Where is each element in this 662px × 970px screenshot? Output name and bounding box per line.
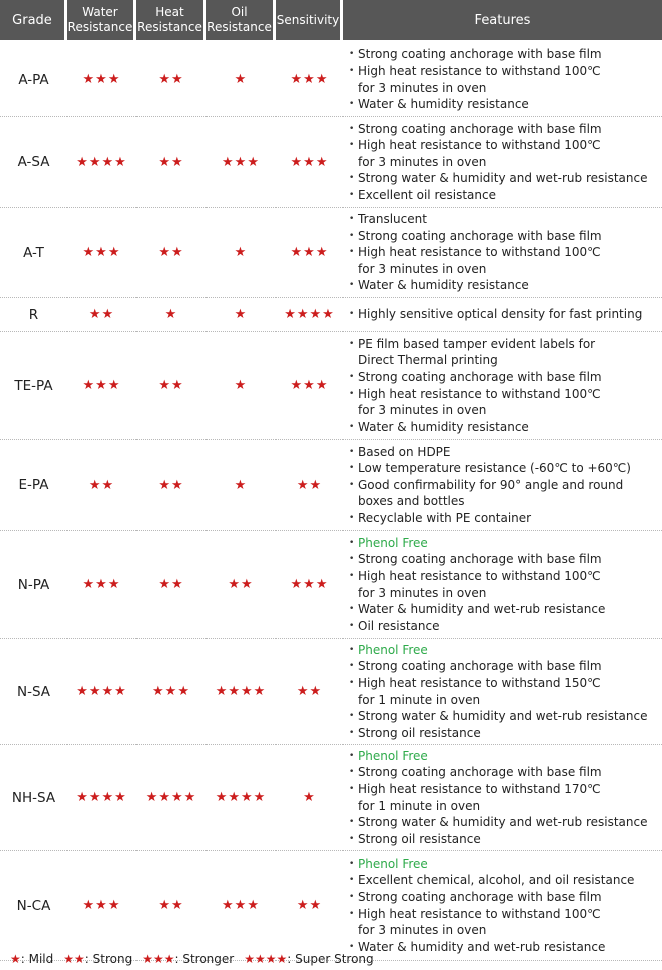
header-features: Features: [343, 0, 662, 43]
feature-item: for 3 minutes in oven: [358, 585, 487, 600]
heat-resistance-stars: ★★: [136, 440, 206, 531]
phenol-free-feature: • Phenol Free: [349, 535, 662, 552]
legend-stars: ★★★: [142, 952, 175, 966]
feature-list: [349, 535, 662, 635]
feature-list: [349, 336, 662, 436]
table-row: [0, 851, 662, 961]
oil-resistance-stars: ★★★★: [206, 745, 276, 851]
features-cell: [343, 745, 662, 851]
grade-cell: N-SA: [0, 639, 67, 745]
feature-list: [349, 121, 662, 204]
feature-item: • Translucent: [349, 211, 662, 228]
feature-item: for 3 minutes in oven: [358, 923, 487, 938]
table-row: [0, 43, 662, 117]
features-cell: [343, 332, 662, 440]
grade-cell: A-SA: [0, 117, 67, 208]
feature-item: • Good confirmability for 90° angle and round: [349, 477, 662, 494]
features-cell: [343, 208, 662, 298]
heat-resistance-stars: ★★: [136, 117, 206, 208]
feature-item: for 3 minutes in oven: [358, 403, 487, 418]
feature-item: • Strong coating anchorage with base film: [349, 658, 662, 675]
feature-item: for 3 minutes in oven: [358, 261, 487, 276]
feature-item: • Strong coating anchorage with base film: [349, 551, 662, 568]
feature-item: • Water & humidity resistance: [349, 96, 662, 113]
phenol-free-feature: • Phenol Free: [349, 748, 662, 765]
water-resistance-stars: ★★: [67, 298, 136, 332]
feature-item: • Strong coating anchorage with base film: [349, 369, 662, 386]
feature-item: for 1 minute in oven: [358, 692, 481, 707]
feature-item: • Water & humidity and wet-rub resistance: [349, 601, 662, 618]
feature-item: • Strong coating anchorage with base film: [349, 764, 662, 781]
feature-item: • PE film based tamper evident labels for: [349, 336, 662, 353]
table-body: [0, 43, 662, 961]
feature-item: • Highly sensitive optical density for fast printing: [349, 306, 662, 323]
feature-item: • Low temperature resistance (-60℃ to +60℃): [349, 460, 662, 477]
feature-list: [349, 306, 662, 323]
feature-item: • High heat resistance to withstand 100℃: [349, 568, 662, 585]
feature-item: boxes and bottles: [358, 494, 465, 509]
feature-item: • Strong coating anchorage with base film: [349, 121, 662, 138]
header-water-resistance: Water Resistance: [67, 0, 136, 43]
water-resistance-stars: ★★★: [67, 531, 136, 639]
water-resistance-stars: ★★★: [67, 332, 136, 440]
features-cell: [343, 531, 662, 639]
heat-resistance-stars: ★★: [136, 531, 206, 639]
grade-cell: A-T: [0, 208, 67, 298]
feature-item: • Strong water & humidity and wet-rub resistance: [349, 814, 662, 831]
phenol-free-feature: • Phenol Free: [349, 856, 662, 873]
sensitivity-stars: ★★★: [276, 332, 343, 440]
heat-resistance-stars: ★: [136, 298, 206, 332]
oil-resistance-stars: ★: [206, 332, 276, 440]
feature-item: • Strong water & humidity and wet-rub resistance: [349, 708, 662, 725]
feature-item: • Water & humidity and wet-rub resistance: [349, 939, 662, 956]
feature-item: for 1 minute in oven: [358, 798, 481, 813]
oil-resistance-stars: ★★★: [206, 851, 276, 961]
feature-item: • High heat resistance to withstand 100℃: [349, 386, 662, 403]
table-row: [0, 639, 662, 745]
grade-cell: A-PA: [0, 43, 67, 117]
feature-item: • Recyclable with PE container: [349, 510, 662, 527]
legend-item: [63, 952, 132, 966]
heat-resistance-stars: ★★★★: [136, 745, 206, 851]
grade-cell: NH-SA: [0, 745, 67, 851]
feature-item: • Water & humidity resistance: [349, 277, 662, 294]
sensitivity-stars: ★★: [276, 639, 343, 745]
features-cell: [343, 440, 662, 531]
feature-item: • Water & humidity resistance: [349, 419, 662, 436]
legend-item: [10, 952, 53, 966]
oil-resistance-stars: ★: [206, 298, 276, 332]
feature-item: • Oil resistance: [349, 618, 662, 635]
legend-item: [244, 952, 373, 966]
water-resistance-stars: ★★★★: [67, 117, 136, 208]
feature-list: [349, 46, 662, 112]
table-row: [0, 298, 662, 332]
feature-item: for 3 minutes in oven: [358, 154, 487, 169]
feature-item: • Strong oil resistance: [349, 725, 662, 742]
legend-item: [142, 952, 234, 966]
table-row: [0, 332, 662, 440]
feature-list: [349, 748, 662, 848]
oil-resistance-stars: ★: [206, 208, 276, 298]
feature-item: • High heat resistance to withstand 100℃: [349, 137, 662, 154]
header-grade: Grade: [0, 0, 67, 43]
feature-item: Direct Thermal printing: [358, 353, 498, 368]
water-resistance-stars: ★★★★: [67, 745, 136, 851]
feature-item: for 3 minutes in oven: [358, 80, 487, 95]
sensitivity-stars: ★★: [276, 851, 343, 961]
grade-cell: E-PA: [0, 440, 67, 531]
water-resistance-stars: ★★★: [67, 208, 136, 298]
feature-item: • Strong coating anchorage with base film: [349, 228, 662, 245]
header-heat-resistance: Heat Resistance: [136, 0, 206, 43]
heat-resistance-stars: ★★★: [136, 639, 206, 745]
feature-item: • Strong water & humidity and wet-rub resistance: [349, 170, 662, 187]
sensitivity-stars: ★★★★: [276, 298, 343, 332]
heat-resistance-stars: ★★: [136, 851, 206, 961]
feature-item: • High heat resistance to withstand 150℃: [349, 675, 662, 692]
water-resistance-stars: ★★: [67, 440, 136, 531]
water-resistance-stars: ★★★★: [67, 639, 136, 745]
feature-item: • High heat resistance to withstand 170℃: [349, 781, 662, 798]
table-row: [0, 440, 662, 531]
features-cell: [343, 851, 662, 961]
legend-label: : Super Strong: [287, 952, 374, 966]
table-row: [0, 117, 662, 208]
oil-resistance-stars: ★★★: [206, 117, 276, 208]
legend-label: : Strong: [84, 952, 133, 966]
grade-cell: N-PA: [0, 531, 67, 639]
heat-resistance-stars: ★★: [136, 43, 206, 117]
sensitivity-stars: ★★★: [276, 208, 343, 298]
header-sensitivity: Sensitivity: [276, 0, 343, 43]
oil-resistance-stars: ★★★★: [206, 639, 276, 745]
feature-list: [349, 642, 662, 742]
feature-item: • Excellent oil resistance: [349, 187, 662, 204]
water-resistance-stars: ★★★: [67, 851, 136, 961]
legend-stars: ★★★★: [244, 952, 288, 966]
features-cell: [343, 298, 662, 332]
feature-item: • Excellent chemical, alcohol, and oil resistance: [349, 872, 662, 889]
header-oil-resistance: Oil Resistance: [206, 0, 276, 43]
sensitivity-stars: ★★: [276, 440, 343, 531]
oil-resistance-stars: ★★: [206, 531, 276, 639]
table-header: [0, 0, 662, 43]
feature-item: • Strong coating anchorage with base film: [349, 889, 662, 906]
feature-item: • Based on HDPE: [349, 444, 662, 461]
heat-resistance-stars: ★★: [136, 208, 206, 298]
sensitivity-stars: ★★★: [276, 43, 343, 117]
feature-item: • Strong coating anchorage with base film: [349, 46, 662, 63]
feature-item: • High heat resistance to withstand 100℃: [349, 244, 662, 261]
water-resistance-stars: ★★★: [67, 43, 136, 117]
feature-list: [349, 211, 662, 294]
grade-cell: N-CA: [0, 851, 67, 961]
grade-cell: TE-PA: [0, 332, 67, 440]
features-cell: [343, 639, 662, 745]
table-row: [0, 745, 662, 851]
feature-list: [349, 856, 662, 956]
feature-item: • Strong oil resistance: [349, 831, 662, 848]
legend-stars: ★: [10, 952, 21, 966]
features-cell: [343, 43, 662, 117]
table-row: [0, 208, 662, 298]
phenol-free-feature: • Phenol Free: [349, 642, 662, 659]
oil-resistance-stars: ★: [206, 440, 276, 531]
legend-label: : Mild: [20, 952, 54, 966]
feature-item: • High heat resistance to withstand 100℃: [349, 63, 662, 80]
feature-list: [349, 444, 662, 527]
feature-item: • High heat resistance to withstand 100℃: [349, 906, 662, 923]
oil-resistance-stars: ★: [206, 43, 276, 117]
sensitivity-stars: ★★★: [276, 117, 343, 208]
table-row: [0, 531, 662, 639]
legend-label: : Stronger: [174, 952, 235, 966]
heat-resistance-stars: ★★: [136, 332, 206, 440]
legend-stars: ★★: [63, 952, 85, 966]
grade-cell: R: [0, 298, 67, 332]
sensitivity-stars: ★★★: [276, 531, 343, 639]
features-cell: [343, 117, 662, 208]
sensitivity-stars: ★: [276, 745, 343, 851]
star-legend: [10, 952, 384, 966]
